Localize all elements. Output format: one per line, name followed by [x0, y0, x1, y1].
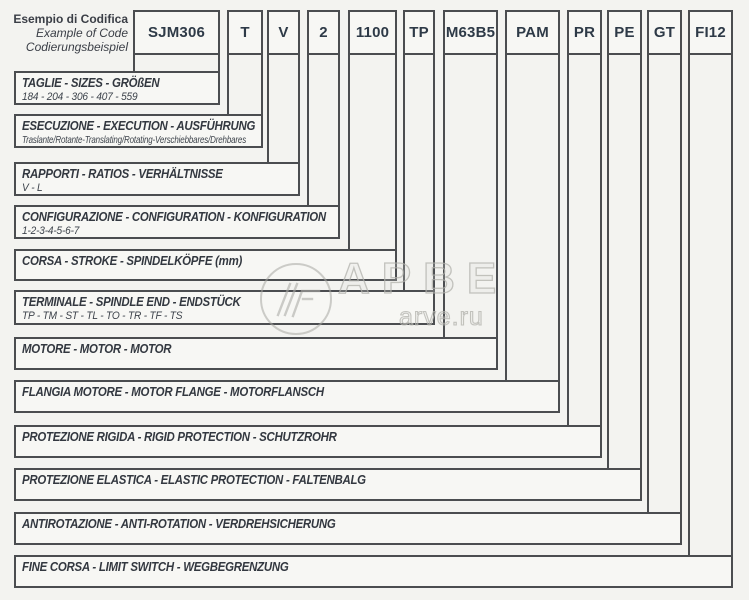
connector-right-terminale [433, 55, 435, 290]
connector-left-terminale [403, 55, 405, 290]
code-box-t: T [227, 10, 263, 55]
connector-right-protezione-elastica [640, 55, 642, 468]
diagram-legend [8, 12, 128, 54]
row-title: FINE CORSA - LIMIT SWITCH - WEGBEGRENZUNG [22, 559, 289, 574]
legend-title-italian: Esempio di Codifica [13, 12, 128, 26]
connector-right-antirotazione [680, 55, 682, 512]
code-box-sjm306: SJM306 [133, 10, 220, 55]
row-title: PROTEZIONE ELASTICA - ELASTIC PROTECTION - FALTENBALG [22, 472, 366, 487]
connector-left-taglie [133, 55, 135, 71]
connector-left-antirotazione [647, 55, 649, 512]
label-box-flangia-motore [14, 380, 560, 413]
code-box-v: V [267, 10, 300, 55]
row-title: TERMINALE - SPINDLE END - ENDSTÜCK [22, 294, 241, 309]
watermark-brand-text: APBE [338, 254, 509, 303]
connector-right-protezione-rigida [600, 55, 602, 425]
connector-right-esecuzione [261, 55, 263, 114]
row-subtitle: Traslante/Rotante-Translating/Rotating-Verschiebbares/Drehbares [22, 134, 247, 146]
connector-right-taglie [218, 55, 220, 71]
row-subtitle: 184 - 204 - 306 - 407 - 559 [22, 91, 138, 103]
connector-right-flangia [558, 55, 560, 380]
connector-left-configurazione [307, 55, 309, 205]
row-title: ESECUZIONE - EXECUTION - AUSFÜHRUNG [22, 118, 256, 133]
code-box-pe: PE [607, 10, 642, 55]
code-box-tp: TP [403, 10, 435, 55]
connector-right-corsa [395, 55, 397, 249]
connector-right-motore [496, 55, 498, 337]
label-box-terminale [14, 290, 435, 325]
label-box-fine-corsa [14, 555, 733, 588]
connector-right-configurazione [338, 55, 340, 205]
label-box-configurazione [14, 205, 340, 239]
row-title: FLANGIA MOTORE - MOTOR FLANGE - MOTORFLANSCH [22, 384, 324, 399]
legend-title-german: Codierungsbeispiel [25, 40, 128, 54]
row-title: TAGLIE - SIZES - GRÖßEN [22, 75, 160, 90]
label-box-taglie [14, 71, 220, 105]
label-box-antirotazione [14, 512, 682, 545]
row-title: PROTEZIONE RIGIDA - RIGID PROTECTION - SCHUTZROHR [22, 429, 337, 444]
connector-left-motore [443, 55, 445, 337]
label-box-protezione-elastica [14, 468, 642, 501]
connector-left-flangia [505, 55, 507, 380]
row-title: RAPPORTI - RATIOS - VERHÄLTNISSE [22, 166, 223, 181]
watermark-site-text: arve.ru [399, 303, 484, 331]
connector-left-corsa [348, 55, 350, 249]
code-box-m63b5: M63B5 [443, 10, 498, 55]
connector-right-fine-corsa [731, 55, 733, 555]
connector-left-fine-corsa [688, 55, 690, 555]
connector-left-protezione-rigida [567, 55, 569, 425]
label-box-protezione-rigida [14, 425, 602, 458]
row-title: MOTORE - MOTOR - MOTOR [22, 341, 172, 356]
row-title: ANTIROTAZIONE - ANTI-ROTATION - VERDREHSICHERUNG [22, 516, 336, 531]
row-subtitle: 1-2-3-4-5-6-7 [22, 225, 80, 237]
row-subtitle: TP - TM - ST - TL - TO - TR - TF - TS [22, 310, 183, 322]
connector-left-esecuzione [227, 55, 229, 114]
code-box-1100: 1100 [348, 10, 397, 55]
code-box-2: 2 [307, 10, 340, 55]
code-box-pam: PAM [505, 10, 560, 55]
label-box-corsa [14, 249, 397, 281]
row-subtitle: V - L [22, 182, 43, 194]
label-box-motore [14, 337, 498, 370]
connector-right-rapporti [298, 55, 300, 162]
connector-left-rapporti [267, 55, 269, 162]
code-box-gt: GT [647, 10, 682, 55]
connector-left-protezione-elastica [607, 55, 609, 468]
code-box-fi12: FI12 [688, 10, 733, 55]
label-box-rapporti [14, 162, 300, 196]
code-box-pr: PR [567, 10, 602, 55]
legend-title-english: Example of Code [35, 26, 128, 40]
row-title: CORSA - STROKE - SPINDELKÖPFE (mm) [22, 253, 243, 268]
row-title: CONFIGURAZIONE - CONFIGURATION - KONFIGURATION [22, 209, 326, 224]
label-box-esecuzione [14, 114, 263, 148]
